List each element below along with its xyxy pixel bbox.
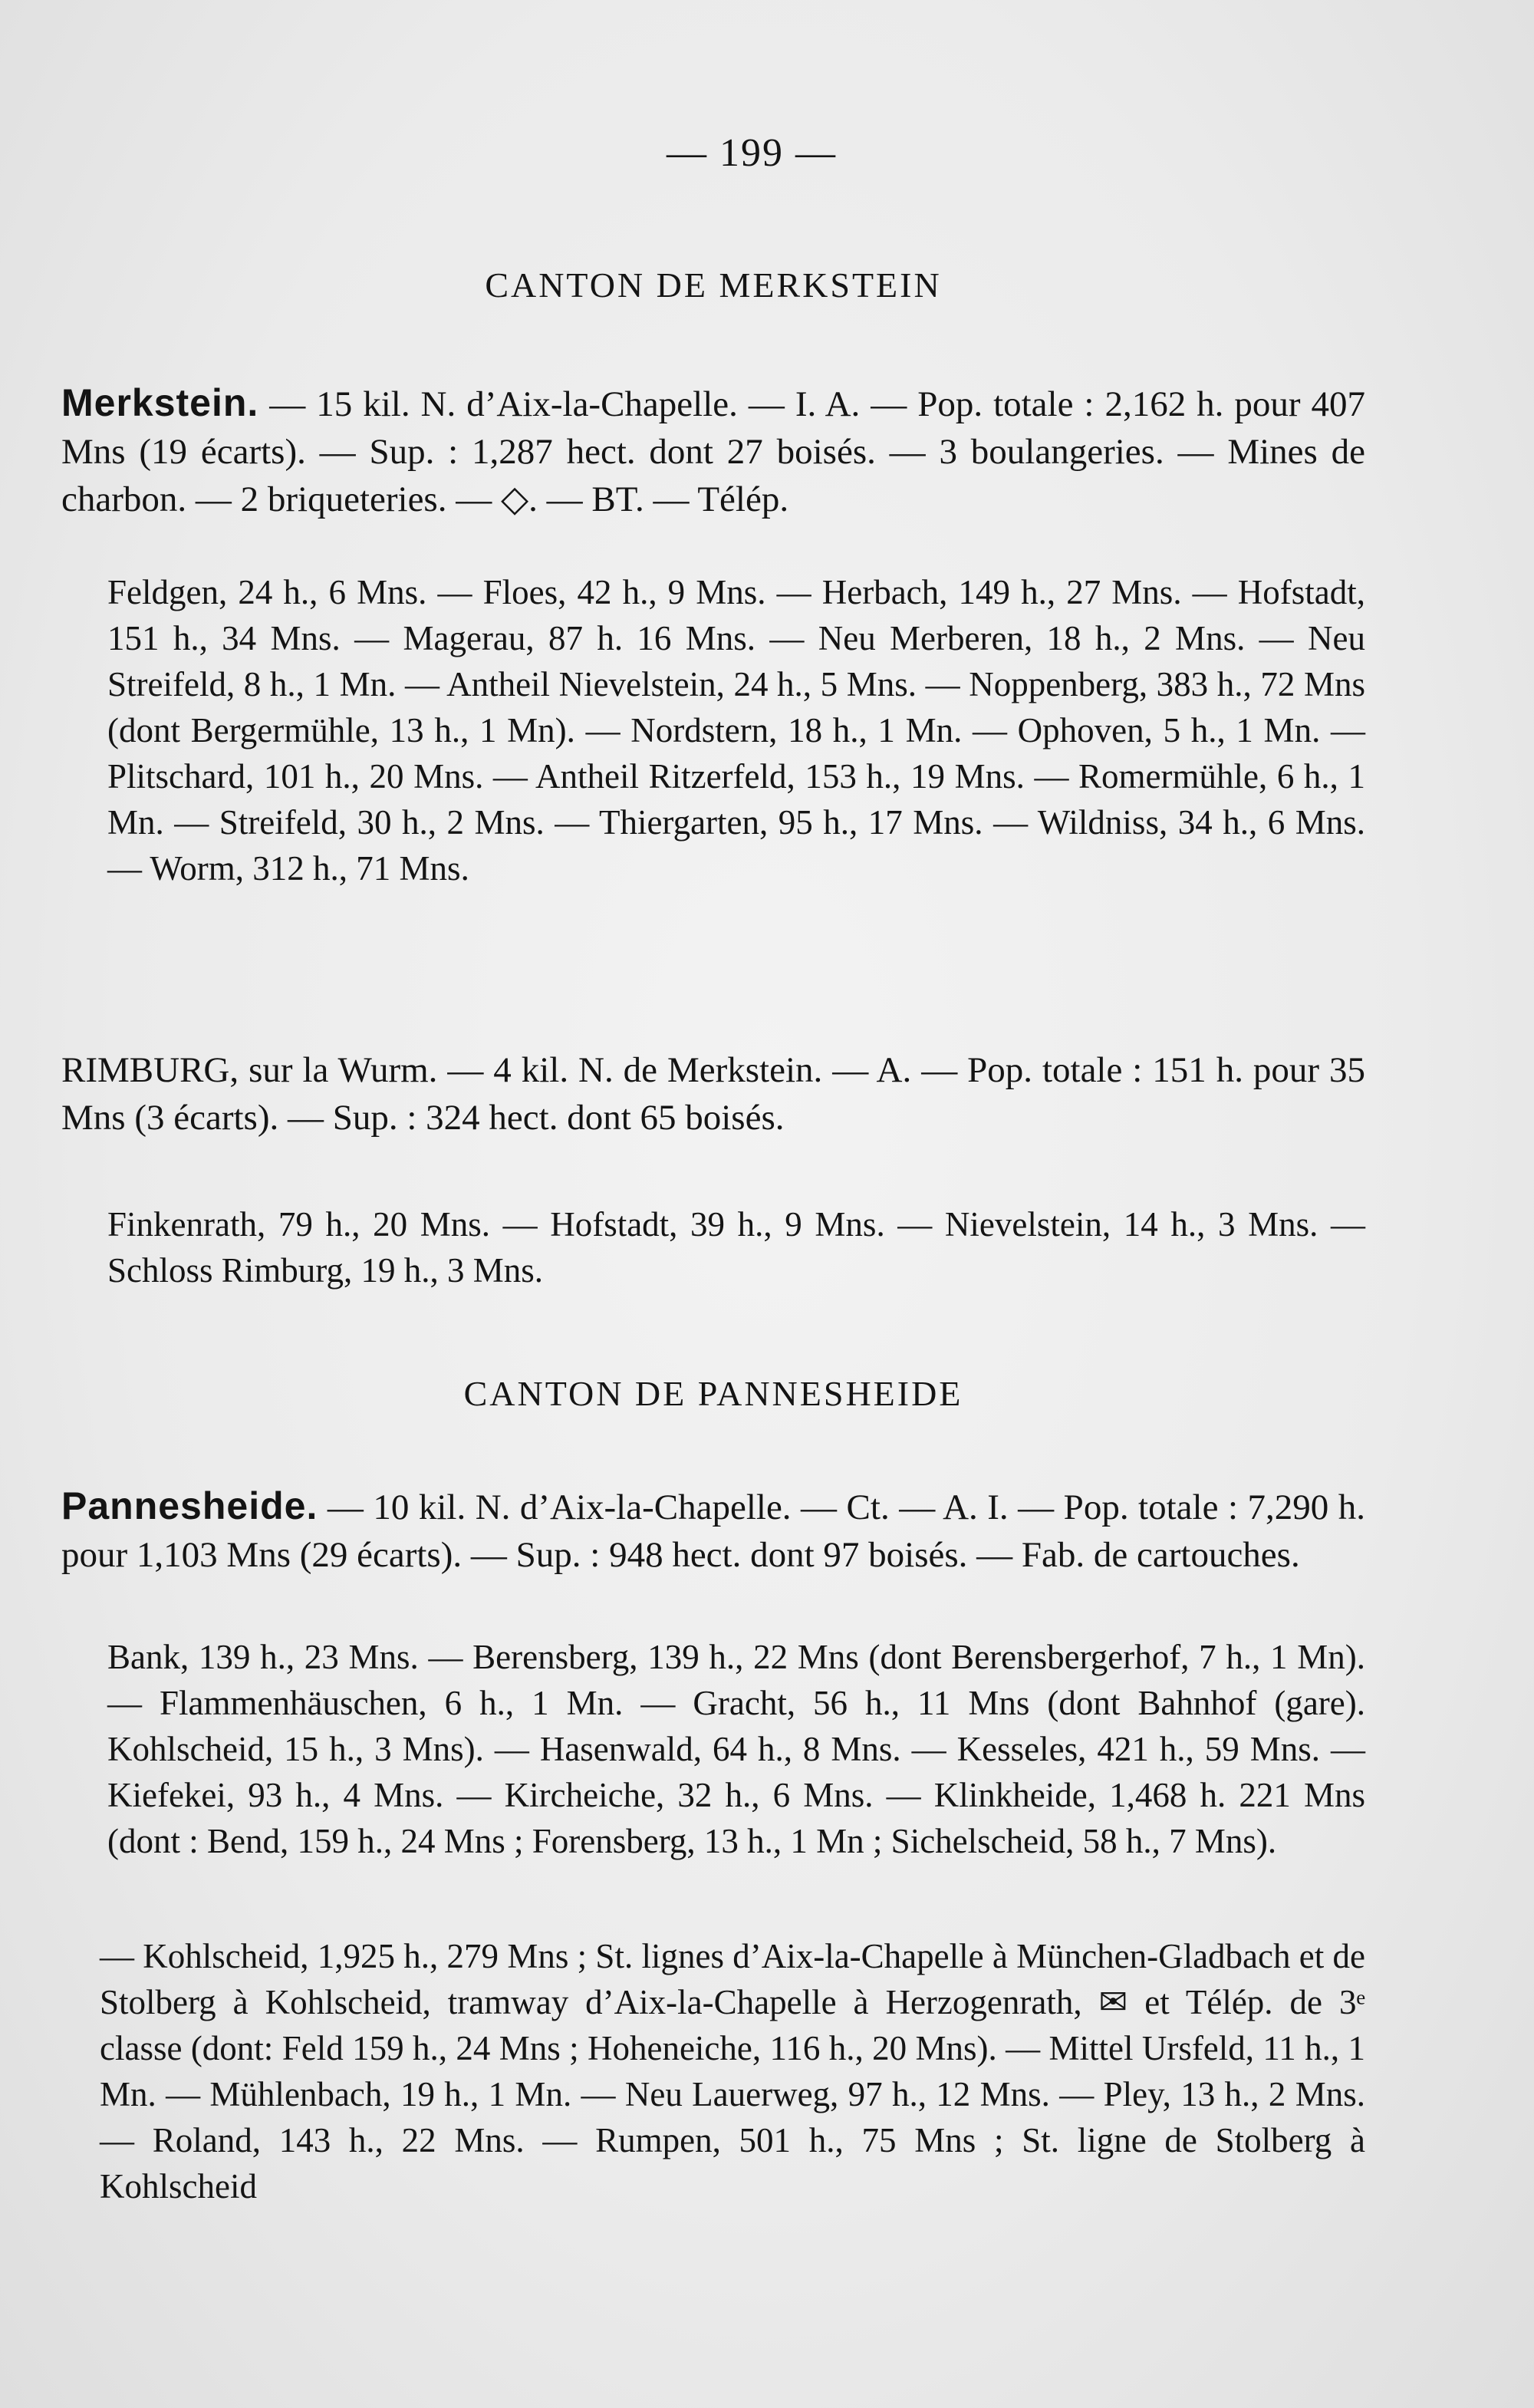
entry-merkstein: [61, 379, 1365, 523]
entry-pannesheide: [61, 1482, 1365, 1579]
continuation-kohlscheid: — Kohlscheid, 1,925 h., 279 Mns ; St. lignes d’Aix-la-Chapelle à München-Gladbach et de Stolberg à Kohlscheid, tramway d’Aix-la-Chapelle à Herzogenrath, ✉ et Télép. de 3ᵉ classe (dont: Feld 159 h., 24 Mns ; Hoheneiche, 116 h., 20 Mns). — Mittel Ursfeld, 11 h., 1 Mn. — Mühlenbach, 19 h., 1 Mn. — Neu Lauerweg, 97 h., 12 Mns. — Pley, 13 h., 2 Mns. — Roland, 143 h., 22 Mns. — Rumpen, 501 h., 75 Mns ; St. ligne de Stolberg à Kohlscheid: [100, 1937, 1365, 2205]
entry-text: — 15 kil. N. d’Aix-la-Chapelle. — I. A. — Pop. totale : 2,162 h. pour 407 Mns (19 écarts). — Sup. : 1,287 hect. dont 27 boisés. — 3 boulangeries. — Mines de charbon. — 2 briqueteries. — ◇. — BT. — Télép.: [61, 384, 1365, 519]
hamlets-rimburg: Finkenrath, 79 h., 20 Mns. — Hofstadt, 39 h., 9 Mns. — Nievelstein, 14 h., 3 Mns. — Schloss Rimburg, 19 h., 3 Mns.: [107, 1205, 1365, 1290]
place-name: Pannesheide.: [61, 1484, 318, 1527]
canton-heading-pannesheide: CANTON DE PANNESHEIDE: [463, 1374, 963, 1413]
hamlets-pannesheide: Bank, 139 h., 23 Mns. — Berensberg, 139 h., 22 Mns (dont Berensbergerhof, 7 h., 1 Mn). — Flammenhäuschen, 6 h., 1 Mn. — Gracht, 56 h., 11 Mns (dont Bahnhof (gare). Kohlscheid, 15 h., 3 Mns). — Hasenwald, 64 h., 8 Mns. — Kesseles, 421 h., 59 Mns. — Kiefekei, 93 h., 4 Mns. — Kircheiche, 32 h., 6 Mns. — Klinkheide, 1,468 h. 221 Mns (dont : Bend, 159 h., 24 Mns ; Forensberg, 13 h., 1 Mn ; Sichelscheid, 58 h., 7 Mns).: [107, 1638, 1365, 1860]
place-name: RIMBURG,: [61, 1050, 239, 1090]
entry-text: sur la Wurm. — 4 kil. N. de Merkstein. — A. — Pop. totale : 151 h. pour 35 Mns (3 écarts). — Sup. : 324 hect. dont 65 boisés.: [61, 1050, 1366, 1138]
hamlets-merkstein: Feldgen, 24 h., 6 Mns. — Floes, 42 h., 9 Mns. — Herbach, 149 h., 27 Mns. — Hofstadt, 151 h., 34 Mns. — Magerau, 87 h. 16 Mns. — Neu Merberen, 18 h., 2 Mns. — Neu Streifeld, 8 h., 1 Mn. — Antheil Nievelstein, 24 h., 5 Mns. — Noppenberg, 383 h., 72 Mns (dont Bergermühle, 13 h., 1 Mn). — Nordstern, 18 h., 1 Mn. — Ophoven, 5 h., 1 Mn. — Plitschard, 101 h., 20 Mns. — Antheil Ritzerfeld, 153 h., 19 Mns. — Romermühle, 6 h., 1 Mn. — Streifeld, 30 h., 2 Mns. — Thiergarten, 95 h., 17 Mns. — Wildniss, 34 h., 6 Mns. — Worm, 312 h., 71 Mns.: [107, 573, 1365, 888]
page-number: — 199 —: [667, 131, 837, 175]
place-name: Merkstein.: [61, 381, 259, 424]
entry-text: — 10 kil. N. d’Aix-la-Chapelle. — Ct. — A. I. — Pop. totale : 7,290 h. pour 1,103 Mns (29 écarts). — Sup. : 948 hect. dont 97 boisés. — Fab. de cartouches.: [61, 1487, 1365, 1575]
entry-rimburg: [61, 1046, 1365, 1141]
canton-heading-merkstein: CANTON DE MERKSTEIN: [485, 265, 942, 305]
